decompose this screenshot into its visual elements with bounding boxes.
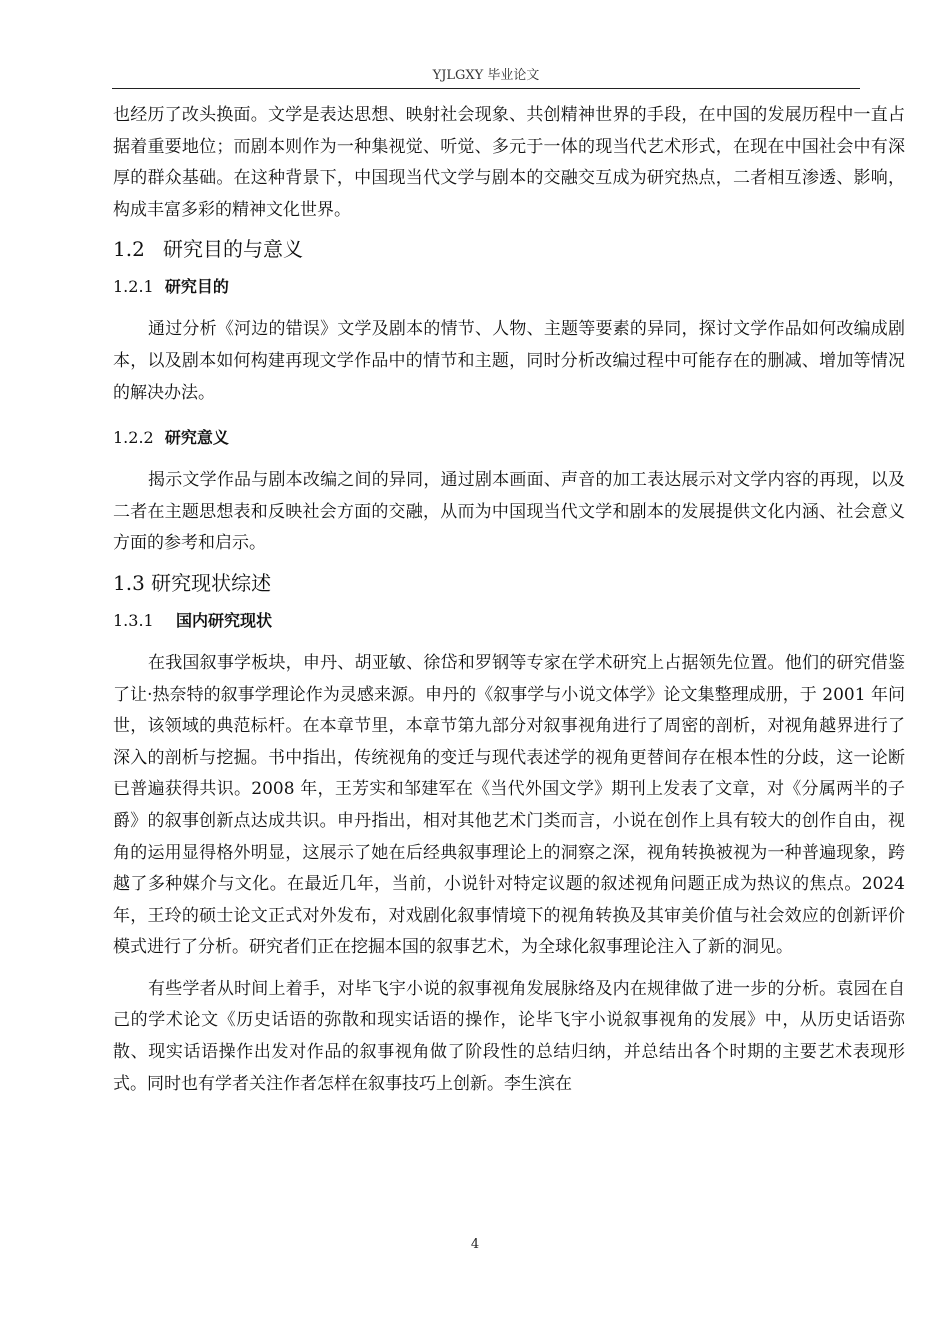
section-title: 研究目的与意义: [163, 237, 303, 262]
research-purpose-paragraph: 通过分析《河边的错误》文学及剧本的情节、人物、主题等要素的异同，探讨文学作品如何改编成剧本，以及剧本如何构建再现文学作品中的情节和主题，同时分析改编过程中可能存在的删减、增加等情况的解决办法。: [113, 319, 905, 403]
subsection-title: 研究意义: [164, 428, 229, 448]
section-number: 1.2: [113, 237, 145, 262]
page-body: [113, 100, 905, 1100]
header-rule: [112, 88, 860, 89]
research-significance-paragraph: 揭示文学作品与剧本改编之间的异同，通过剧本画面、声音的加工表达展示对文学内容的再现，以及二者在主题思想表和反映社会方面的交融，从而为中国现当代文学和剧本的发展提供文化内涵、社会意义方面的参考和启示。: [113, 470, 905, 554]
domestic-research-paragraph-1: 在我国叙事学板块，申丹、胡亚敏、徐岱和罗钢等专家在学术研究上占据领先位置。他们的研究借鉴了让·热奈特的叙事学理论作为灵感来源。申丹的《叙事学与小说文体学》论文集整理成册，于 2001 年问世，该领域的典范标杆。在本章节里，本章节第九部分对叙事视角进行了周密的剖析，对视角越界进行了深入的剖析与挖掘。书中指出，传统视角的变迁与现代表述学的视角更替间存在根本性的分歧，这一论断已普遍获得共识。2008 年，王芳实和邹建军在《当代外国文学》期刊上发表了文章，对《分属两半的子爵》的叙事创新点达成共识。申丹指出，相对其他艺术门类而言，小说在创作上具有较大的创作自由，视角的运用显得格外明显，这展示了她在后经典叙事理论上的洞察之深，视角转换被视为一种普遍现象，跨越了多种媒介与文化。在最近几年，当前，小说针对特定议题的叙述视角问题正成为热议的焦点。2024 年，王玲的硕士论文正式对外发布，对戏剧化叙事情境下的视角转换及其审美价值与社会效应的创新评价模式进行了分析。研究者们正在挖掘本国的叙事艺术，为全球化叙事理论注入了新的洞见。: [113, 652, 905, 958]
subsection-1-2-1-heading: [113, 274, 905, 300]
page-number: 4: [470, 1237, 480, 1252]
section-1-3-heading: 1.3 研究现状综述: [113, 570, 272, 595]
subsection-number: 1.2.1: [113, 277, 154, 297]
intro-paragraph: 也经历了改头换面。文学是表达思想、映射社会现象、共创精神世界的手段，在中国的发展历程中一直占据着重要地位；而剧本则作为一种集视觉、听觉、多元于一体的现当代艺术形式，在现在中国社会中有深厚的群众基础。在这种背景下，中国现当代文学与剧本的交融交互成为研究热点，二者相互渗透、影响，构成丰富多彩的精神文化世界。: [113, 105, 905, 220]
running-header: YJLGXY 毕业论文: [432, 68, 540, 83]
subsection-title: 研究目的: [164, 277, 229, 297]
subsection-number: 1.3.1: [113, 610, 154, 630]
subsection-1-2-2-heading: [113, 425, 905, 451]
section-1-2-heading: [113, 234, 905, 264]
subsection-number: 1.2.2: [113, 428, 154, 448]
subsection-title: 国内研究现状: [176, 610, 273, 630]
subsection-1-3-1-heading: [113, 608, 905, 634]
domestic-research-paragraph-2: 有些学者从时间上着手，对毕飞宇小说的叙事视角发展脉络及内在规律做了进一步的分析。袁园在自己的学术论文《历史话语的弥散和现实话语的操作，论毕飞宇小说叙事视角的发展》中，从历史话语弥散、现实话语操作出发对作品的叙事视角做了阶段性的总结归纳，并总结出各个时期的主要艺术表现形式。同时也有学者关注作者怎样在叙事技巧上创新。李生滨在: [113, 978, 905, 1094]
